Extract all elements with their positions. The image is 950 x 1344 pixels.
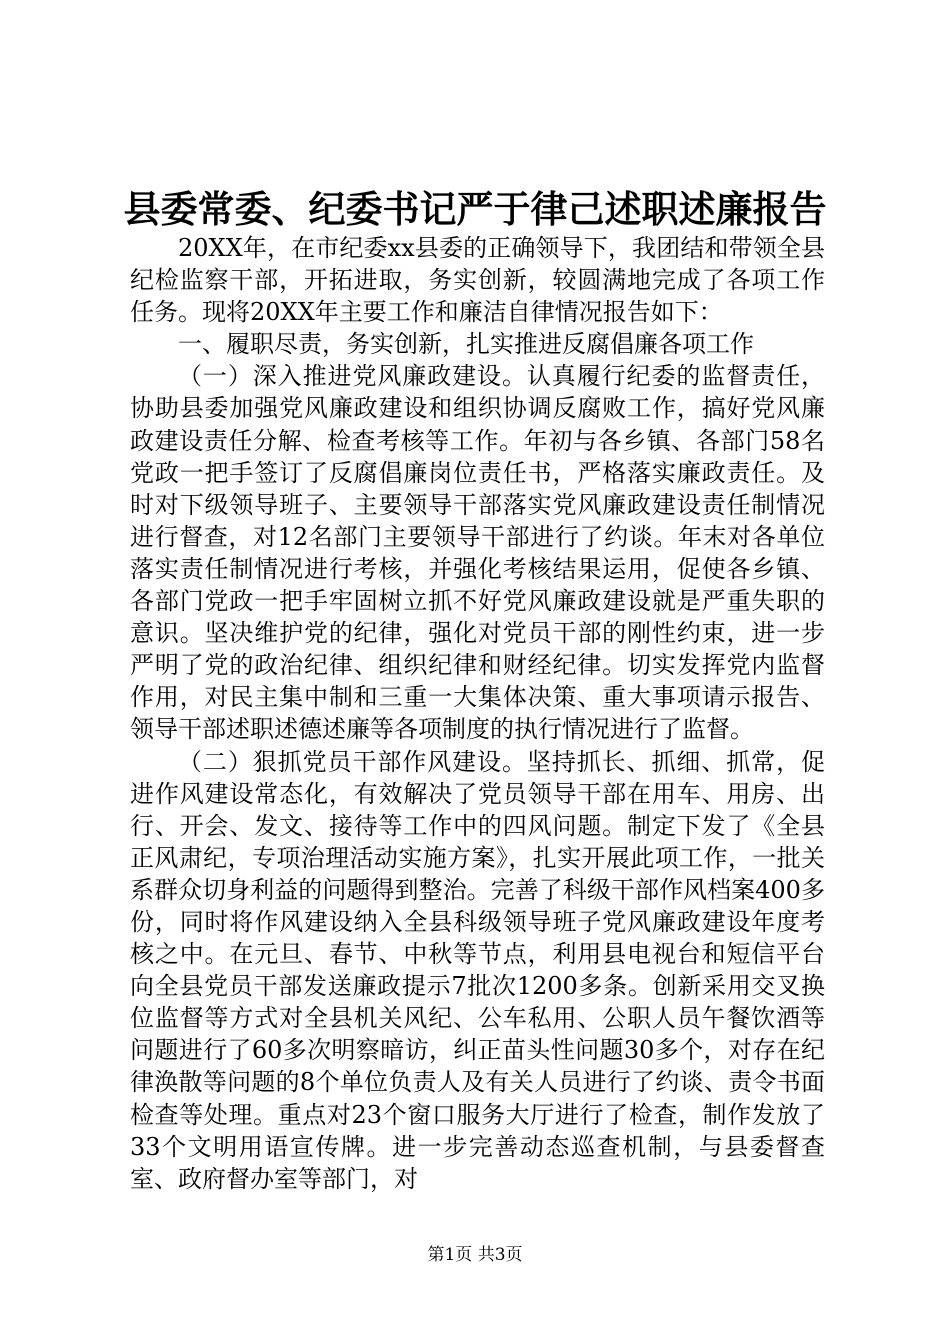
intro-paragraph: 20XX年，在市纪委xx县委的正确领导下，我团结和带领全县纪检监察干部，开拓进取，务实创新，较圆满地完成了各项工作任务。现将20XX年主要工作和廉洁自律情况报告如下：	[130, 234, 825, 327]
document-body	[130, 232, 825, 1195]
paragraph-party-conduct: （一）深入推进党风廉政建设。认真履行纪委的监督责任，协助县委加强党风廉政建设和组织协调反腐败工作，搞好党风廉政建设责任分解、检查考核等工作。年初与各乡镇、各部门58名党政一把手签订了反腐倡廉岗位责任书，严格落实廉政责任。及时对下级领导班子、主要领导干部落实党风廉政建设责任制情况进行督查，对12名部门主要领导干部进行了约谈。年末对各单位落实责任制情况进行考核，并强化考核结果运用，促使各乡镇、各部门党政一把手牢固树立抓不好党风廉政建设就是严重失职的意识。坚决维护党的纪律，强化对党员干部的刚性约束，进一步严明了党的政治纪律、组织纪律和财经纪律。切实发挥党内监督作用，对民主集中制和三重一大集体决策、重大事项请示报告、领导干部述职述德述廉等各项制度的执行情况进行了监督。	[130, 362, 825, 744]
paragraph-work-style: （二）狠抓党员干部作风建设。坚持抓长、抓细、抓常，促进作风建设常态化，有效解决了党员领导干部在用车、用房、出行、开会、发文、接待等工作中的四风问题。制定下发了《全县正风肃纪，专项治理活动实施方案》，扎实开展此项工作，一批关系群众切身利益的问题得到整治。完善了科级干部作风档案400多份，同时将作风建设纳入全县科级领导班子党风廉政建设年度考核之中。在元旦、春节、中秋等节点，利用县电视台和短信平台向全县党员干部发送廉政提示7批次1200多条。创新采用交叉换位监督等方式对全县机关风纪、公车私用、公职人员午餐饮酒等问题进行了60多次明察暗访，纠正苗头性问题30多个，对存在纪律涣散等问题的8个单位负责人及有关人员进行了约谈、责令书面检查等处理。重点对23个窗口服务大厅进行了检查，制作发放了33个文明用语宣传牌。进一步完善动态巡查机制，与县委督查室、政府督办室等部门，对	[130, 747, 825, 1193]
section-heading-1: 一、履职尽责，务实创新，扎实推进反腐倡廉各项工作	[178, 330, 754, 359]
document-title: 县委常委、纪委书记严于律己述职述廉报告	[123, 187, 827, 231]
page-number-footer: 第1页 共3页	[427, 1245, 523, 1265]
